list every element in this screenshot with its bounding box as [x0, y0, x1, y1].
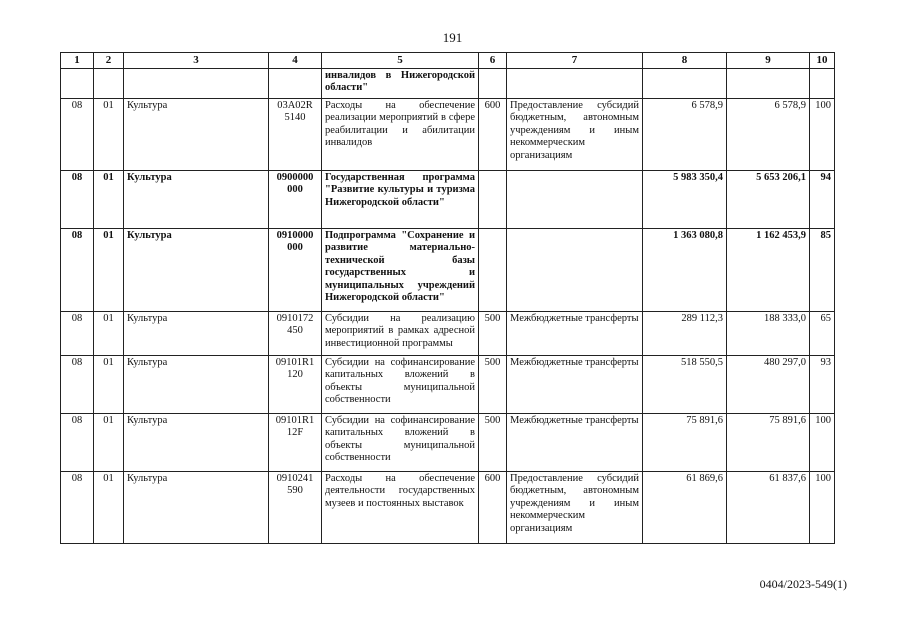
table-header-row: [61, 53, 835, 69]
cell-expense-type: 600: [479, 472, 507, 544]
cell-actual: 1 162 453,9: [727, 229, 810, 312]
cell-plan: 75 891,6: [643, 414, 727, 472]
cell-section: 08: [61, 99, 94, 171]
cell-target-code: 09101R1 12F: [269, 414, 322, 472]
cell-percent: 94: [810, 171, 835, 229]
cell-expense-type: 500: [479, 356, 507, 414]
table-row: [61, 229, 835, 312]
cell-section: 08: [61, 356, 94, 414]
col-header: 4: [269, 53, 322, 69]
cell-actual: 480 297,0: [727, 356, 810, 414]
cell-plan: 61 869,6: [643, 472, 727, 544]
cell-subsection: 01: [94, 312, 124, 356]
table-row: [61, 99, 835, 171]
cell-description: инвалидов в Нижегородской области": [322, 69, 479, 99]
document-code: 0404/2023-549(1): [759, 577, 847, 591]
cell-target-code: 09101R1 120: [269, 356, 322, 414]
cell-name: Культура: [124, 414, 269, 472]
cell-expense-name: [507, 69, 643, 99]
table-row: [61, 69, 835, 99]
cell-expense-name: [507, 229, 643, 312]
col-header: 5: [322, 53, 479, 69]
cell-percent: 100: [810, 99, 835, 171]
cell-expense-name: Межбюджетные трансферты: [507, 414, 643, 472]
cell-description: Субсидии на софинансирование капитальных вложений в объекты муниципальной собственности: [322, 356, 479, 414]
cell-description: Расходы на обеспечение реализации мероприятий в сфере реабилитации и абилитации инвалидов: [322, 99, 479, 171]
col-header: 1: [61, 53, 94, 69]
cell-subsection: 01: [94, 414, 124, 472]
col-header: 10: [810, 53, 835, 69]
cell-target-code: 03А02R 5140: [269, 99, 322, 171]
cell-expense-type: [479, 229, 507, 312]
cell-section: 08: [61, 472, 94, 544]
cell-actual: 61 837,6: [727, 472, 810, 544]
cell-actual: 5 653 206,1: [727, 171, 810, 229]
cell-section: 08: [61, 312, 94, 356]
col-header: 7: [507, 53, 643, 69]
cell-subsection: 01: [94, 472, 124, 544]
cell-description: Субсидии на софинансирование капитальных вложений в объекты муниципальной собственности: [322, 414, 479, 472]
cell-section: 08: [61, 171, 94, 229]
table-row: [61, 312, 835, 356]
cell-name: [124, 69, 269, 99]
cell-target-code: 0910000 000: [269, 229, 322, 312]
cell-name: Культура: [124, 99, 269, 171]
cell-actual: 188 333,0: [727, 312, 810, 356]
cell-expense-name: Предоставление субсидий бюджетным, автономным учреждениям и иным некоммерческим организациям: [507, 99, 643, 171]
budget-table: [60, 52, 835, 544]
cell-expense-type: 600: [479, 99, 507, 171]
table-row: [61, 414, 835, 472]
cell-plan: [643, 69, 727, 99]
cell-plan: 1 363 080,8: [643, 229, 727, 312]
cell-name: Культура: [124, 472, 269, 544]
table-row: [61, 472, 835, 544]
cell-name: Культура: [124, 171, 269, 229]
cell-target-code: [269, 69, 322, 99]
cell-subsection: 01: [94, 171, 124, 229]
col-header: 2: [94, 53, 124, 69]
cell-actual: 75 891,6: [727, 414, 810, 472]
cell-target-code: 0910172 450: [269, 312, 322, 356]
col-header: 8: [643, 53, 727, 69]
col-header: 6: [479, 53, 507, 69]
cell-percent: 100: [810, 414, 835, 472]
cell-name: Культура: [124, 356, 269, 414]
cell-actual: [727, 69, 810, 99]
cell-plan: 289 112,3: [643, 312, 727, 356]
cell-expense-type: [479, 171, 507, 229]
cell-expense-name: Предоставление субсидий бюджетным, автономным учреждениям и иным некоммерческим организациям: [507, 472, 643, 544]
page-number: 191: [442, 30, 463, 45]
cell-percent: 65: [810, 312, 835, 356]
cell-plan: 5 983 350,4: [643, 171, 727, 229]
cell-description: Государственная программа "Развитие культуры и туризма Нижегородской области": [322, 171, 479, 229]
cell-name: Культура: [124, 229, 269, 312]
cell-percent: 93: [810, 356, 835, 414]
cell-percent: [810, 69, 835, 99]
cell-actual: 6 578,9: [727, 99, 810, 171]
col-header: 9: [727, 53, 810, 69]
cell-section: 08: [61, 229, 94, 312]
cell-subsection: 01: [94, 356, 124, 414]
cell-target-code: 0900000 000: [269, 171, 322, 229]
cell-description: Расходы на обеспечение деятельности государственных музеев и постоянных выставок: [322, 472, 479, 544]
cell-expense-name: [507, 171, 643, 229]
cell-percent: 100: [810, 472, 835, 544]
cell-subsection: [94, 69, 124, 99]
cell-expense-name: Межбюджетные трансферты: [507, 312, 643, 356]
cell-description: Субсидии на реализацию мероприятий в рамках адресной инвестиционной программы: [322, 312, 479, 356]
cell-section: 08: [61, 414, 94, 472]
cell-subsection: 01: [94, 229, 124, 312]
cell-section: [61, 69, 94, 99]
cell-expense-name: Межбюджетные трансферты: [507, 356, 643, 414]
cell-description: Подпрограмма "Сохранение и развитие материально-технической базы государственных и муниципальных учреждений Нижегородской области": [322, 229, 479, 312]
cell-expense-type: [479, 69, 507, 99]
cell-name: Культура: [124, 312, 269, 356]
cell-subsection: 01: [94, 99, 124, 171]
col-header: 3: [124, 53, 269, 69]
cell-plan: 518 550,5: [643, 356, 727, 414]
cell-expense-type: 500: [479, 312, 507, 356]
table-row: [61, 171, 835, 229]
cell-plan: 6 578,9: [643, 99, 727, 171]
table-row: [61, 356, 835, 414]
cell-percent: 85: [810, 229, 835, 312]
cell-target-code: 0910241 590: [269, 472, 322, 544]
cell-expense-type: 500: [479, 414, 507, 472]
